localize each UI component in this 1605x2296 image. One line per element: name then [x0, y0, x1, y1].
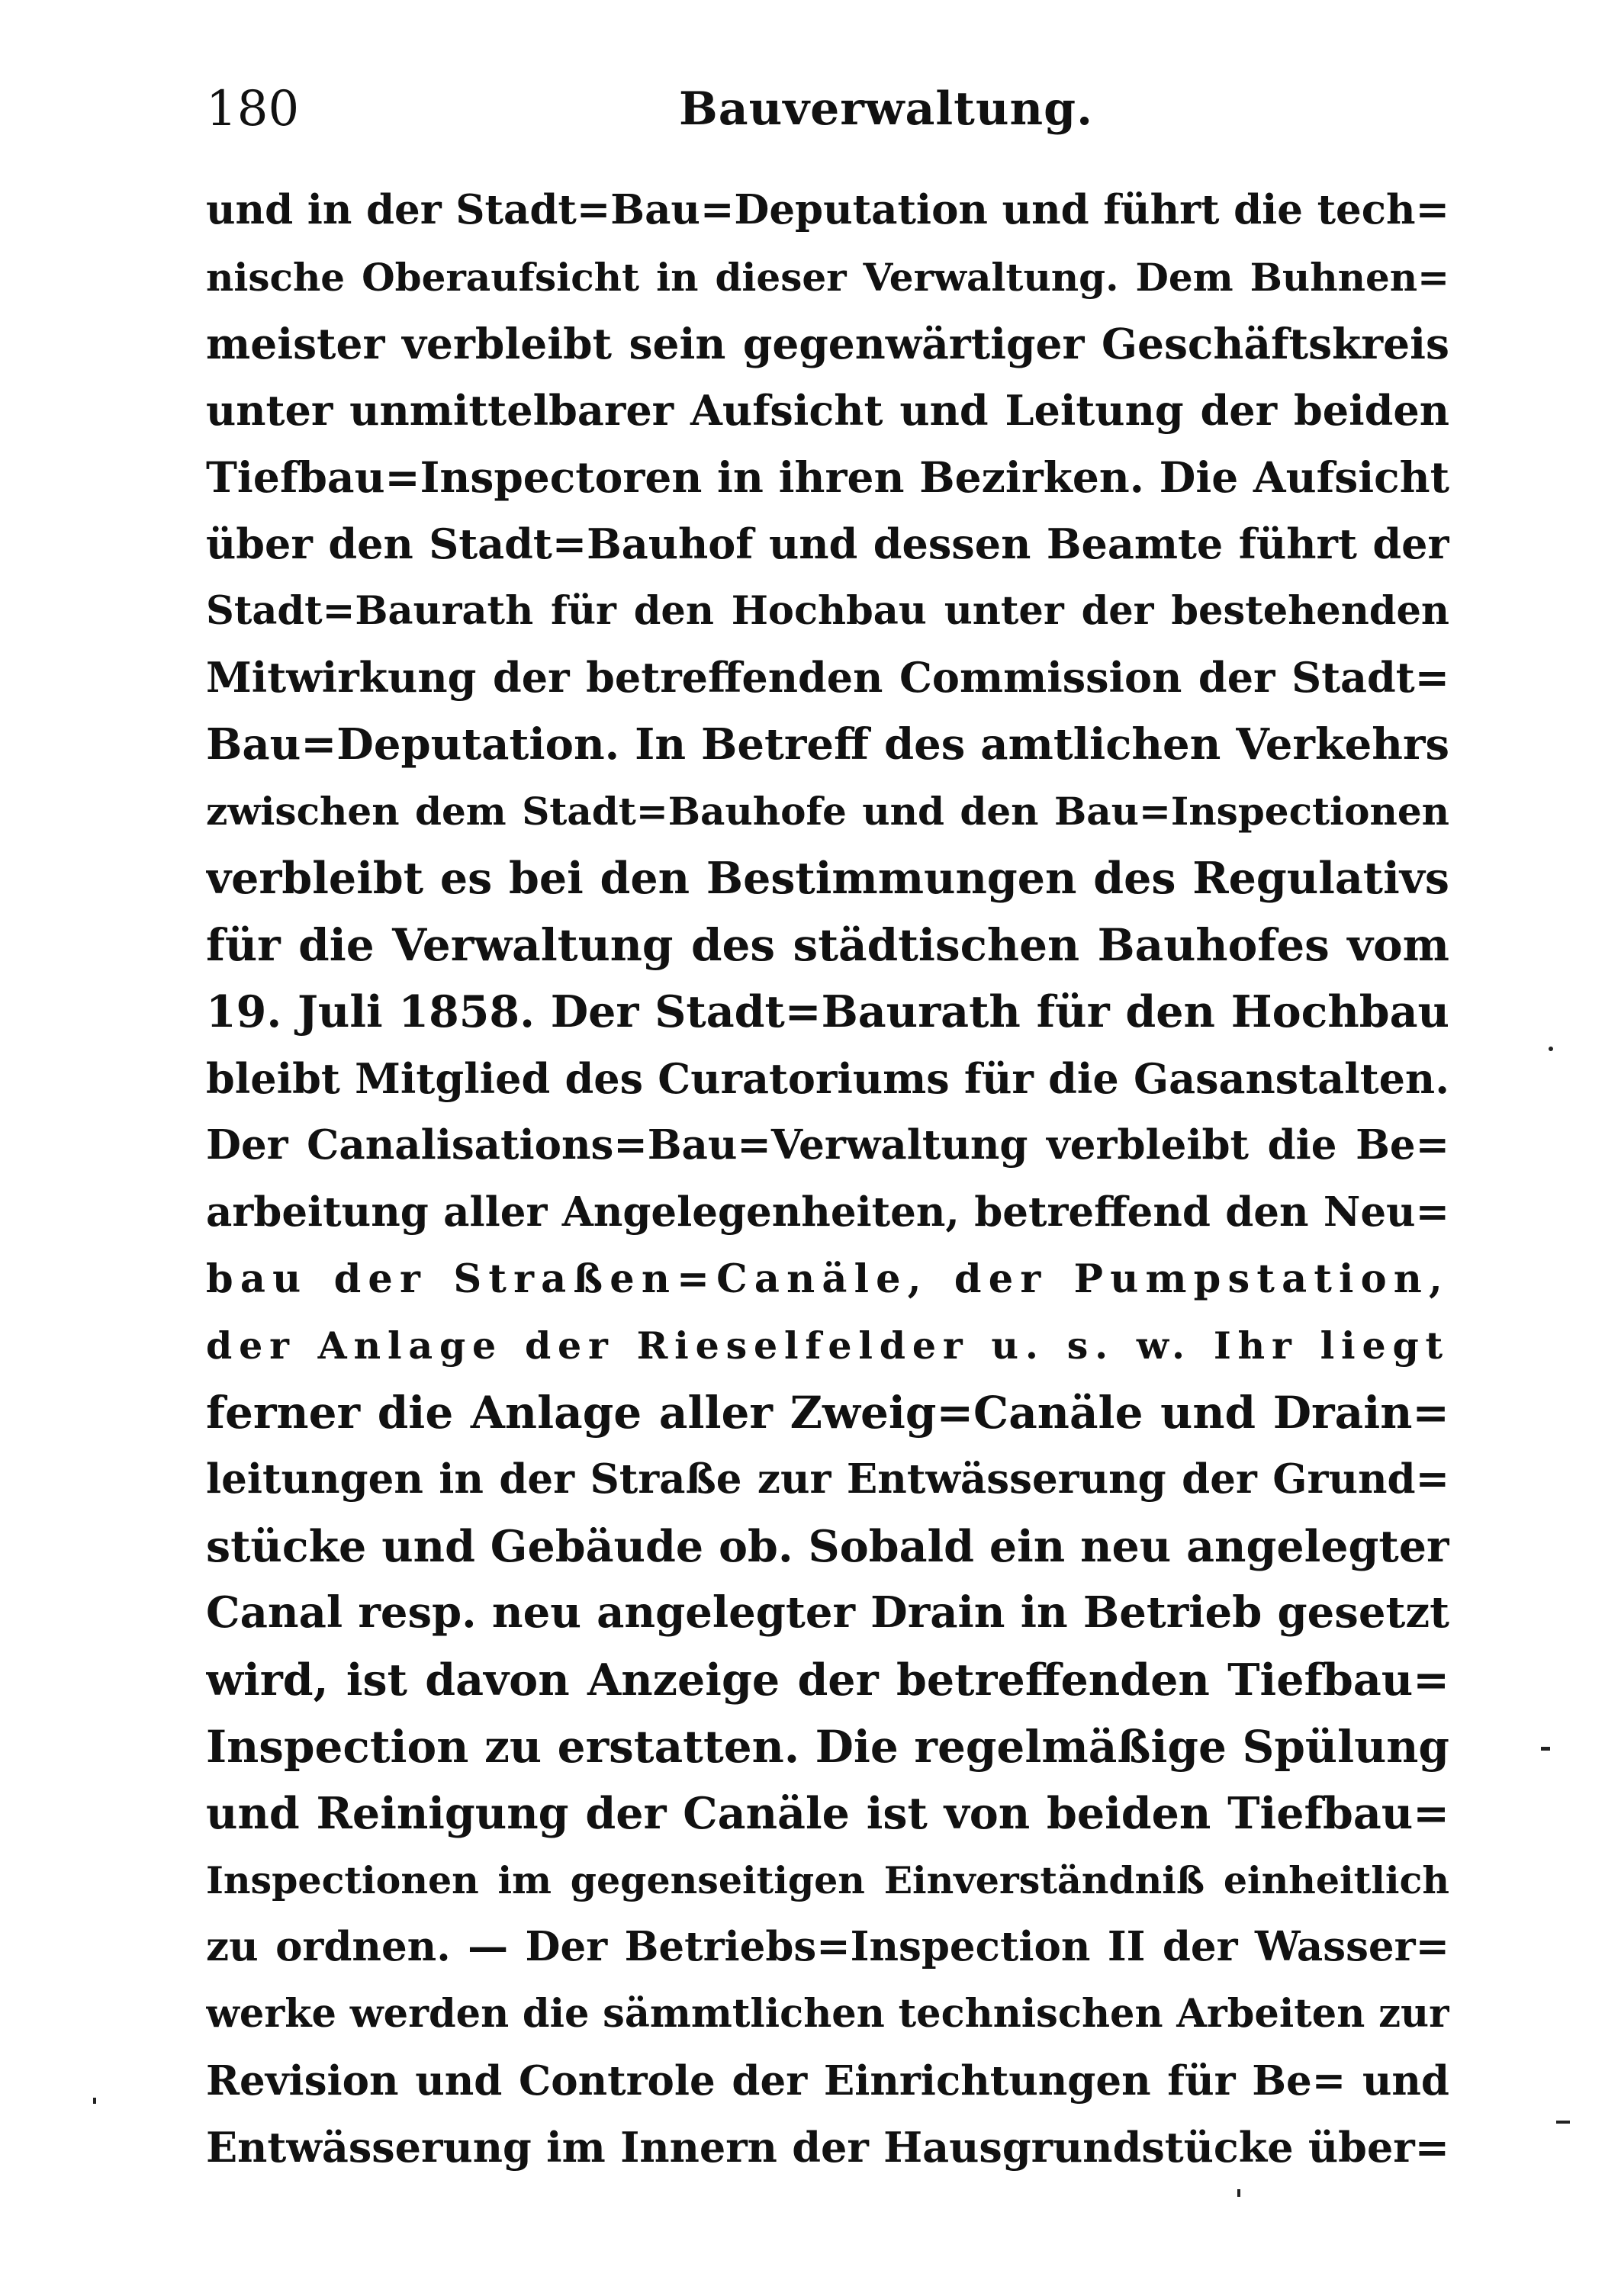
- text-line: Stadt=Baurath für den Hochbau unter der bestehenden: [206, 587, 1449, 634]
- body-text: [206, 177, 1449, 2182]
- scan-speck: [1237, 2189, 1240, 2197]
- text-line: arbeitung aller Angelegenheiten, betreffend den Neu=: [206, 1188, 1449, 1236]
- text-line: wird, ist davon Anzeige der betreffenden Tiefbau=: [206, 1654, 1449, 1706]
- text-line: Entwässerung im Innern der Hausgrundstücke über=: [206, 2123, 1449, 2172]
- scan-speck: [1556, 2121, 1570, 2124]
- text-line: über den Stadt=Bauhof und dessen Beamte führt der: [206, 519, 1449, 568]
- text-line: Mitwirkung der betreffenden Commission der Stadt=: [206, 653, 1449, 703]
- text-line: bau der Straßen=Canäle, der Pumpstation,: [206, 1256, 1449, 1302]
- text-line: und in der Stadt=Bau=Deputation und führt die tech=: [206, 186, 1449, 233]
- running-title: Bauverwaltung.: [679, 82, 1093, 136]
- text-line: zu ordnen. — Der Betriebs=Inspection II der Wasser=: [206, 1923, 1449, 1971]
- text-line: Revision und Controle der Einrichtungen für Be= und: [206, 2056, 1449, 2105]
- text-line: unter unmittelbarer Aufsicht und Leitung der beiden: [206, 385, 1449, 435]
- text-line: ferner die Anlage aller Zweig=Canäle und Drain=: [206, 1386, 1449, 1439]
- text-line: für die Verwaltung des städtischen Bauhofes vom: [206, 918, 1449, 971]
- text-line: stücke und Gebäude ob. Sobald ein neu angelegter: [206, 1520, 1449, 1572]
- text-line: der Anlage der Rieselfelder u. s. w. Ihr liegt: [206, 1323, 1449, 1368]
- text-line: Inspection zu erstatten. Die regelmäßige Spülung: [206, 1720, 1449, 1773]
- text-line: Tiefbau=Inspectoren in ihren Bezirken. Die Aufsicht: [206, 452, 1449, 503]
- text-line: 19. Juli 1858. Der Stadt=Baurath für den Hochbau: [206, 986, 1449, 1038]
- page-number: 180: [206, 81, 300, 137]
- text-line: bleibt Mitglied des Curatoriums für die Gasanstalten.: [206, 1053, 1449, 1103]
- text-line: Canal resp. neu angelegter Drain in Betrieb gesetzt: [206, 1587, 1449, 1638]
- text-line: zwischen dem Stadt=Bauhofe und den Bau=Inspectionen: [206, 789, 1449, 834]
- scan-speck: [1549, 1047, 1553, 1051]
- text-line: verbleibt es bei den Bestimmungen des Regulativs: [206, 852, 1449, 904]
- text-line: nische Oberaufsicht in dieser Verwaltung. Dem Buhnen=: [206, 254, 1449, 300]
- running-head: [206, 67, 1442, 151]
- text-line: werke werden die sämmtlichen technischen Arbeiten zur: [206, 1991, 1449, 2037]
- text-line: und Reinigung der Canäle ist von beiden Tiefbau=: [206, 1788, 1449, 1840]
- text-line: meister verbleibt sein gegenwärtiger Geschäftskreis: [206, 319, 1449, 369]
- text-line: Bau=Deputation. In Betreff des amtlichen Verkehrs: [206, 719, 1449, 770]
- text-line: Inspectionen im gegenseitigen Einverständniß einheitlich: [206, 1857, 1449, 1902]
- text-line: leitungen in der Straße zur Entwässerung der Grund=: [206, 1455, 1449, 1503]
- text-line: Der Canalisations=Bau=Verwaltung verbleibt die Be=: [206, 1121, 1449, 1169]
- scan-speck: [1541, 1747, 1550, 1751]
- scan-speck: [93, 2098, 96, 2104]
